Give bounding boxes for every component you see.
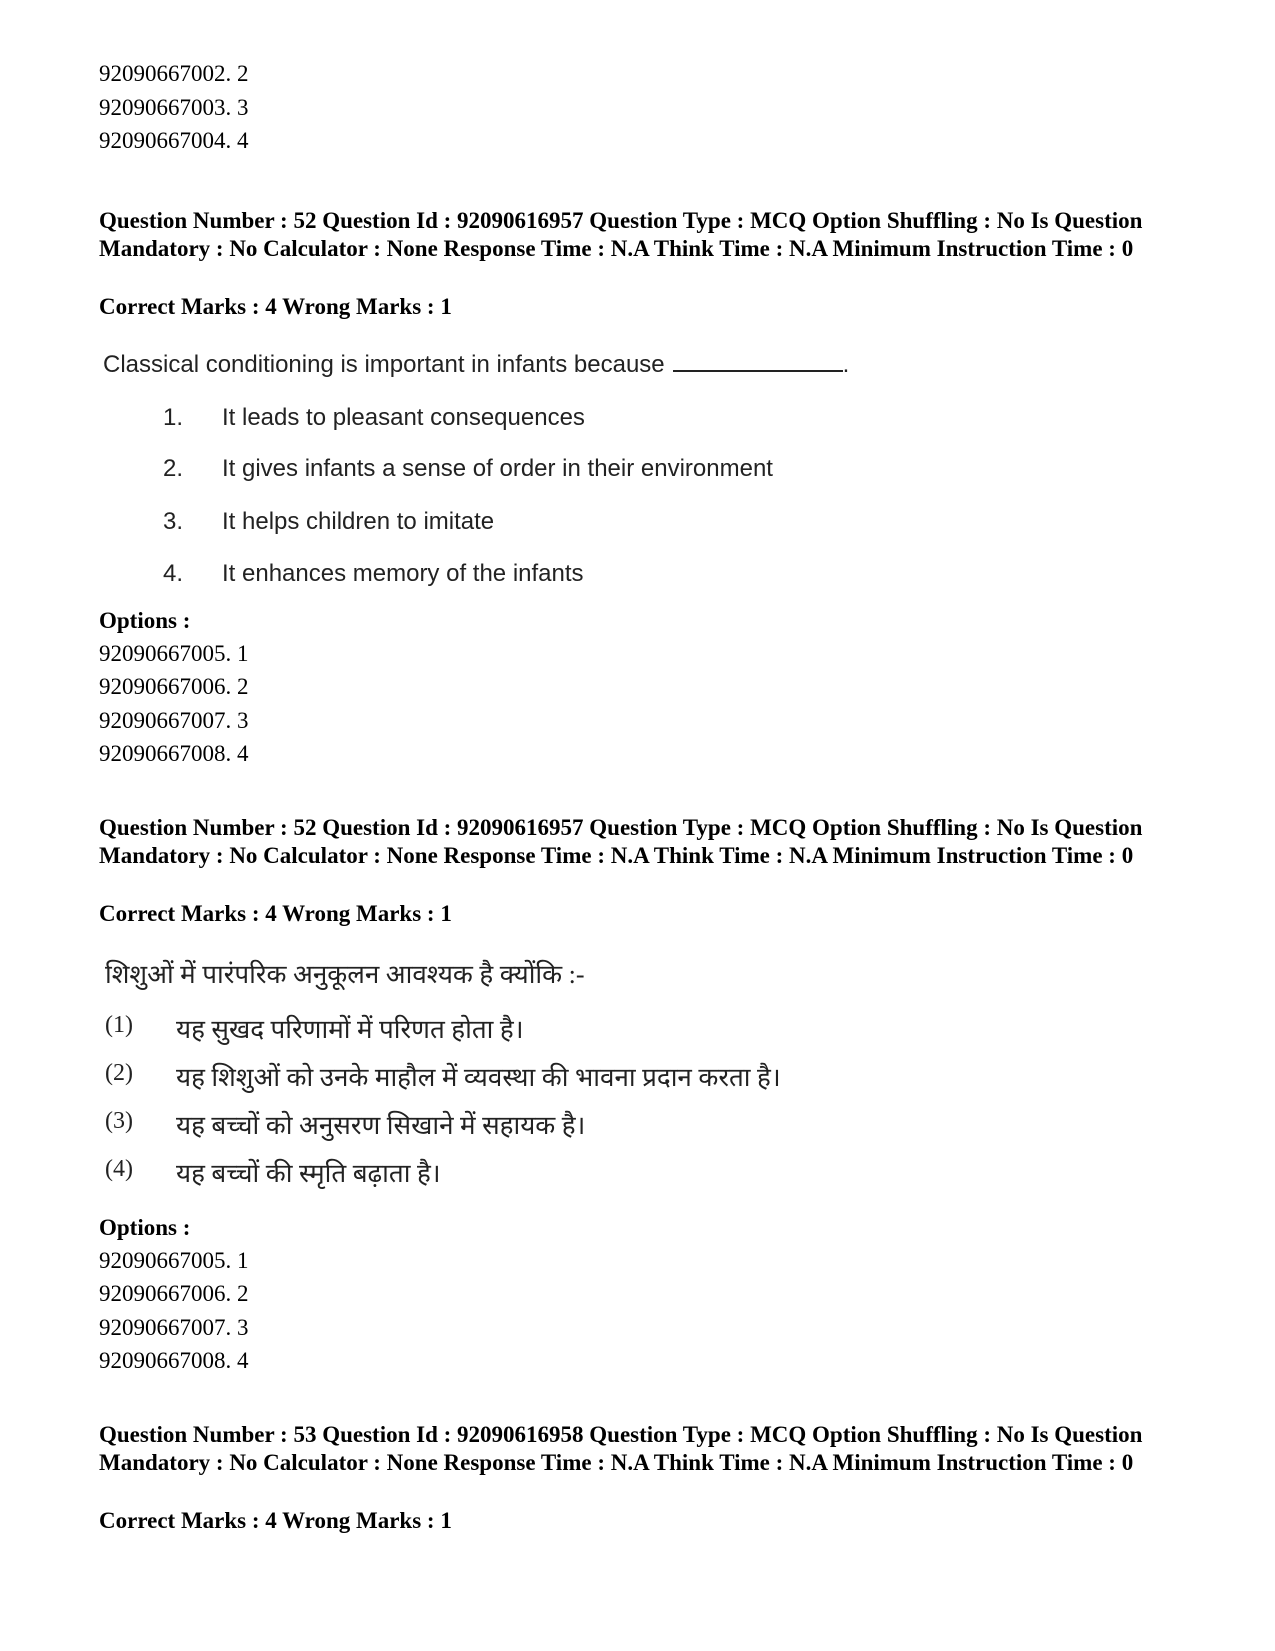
option-line: 92090667004. 4	[99, 128, 249, 153]
choice-text: It leads to pleasant consequences	[222, 404, 585, 431]
choice-text: यह सुखद परिणामों में परिणत होता है।	[176, 1015, 524, 1044]
choice-number: (3)	[105, 1108, 133, 1134]
question-header: Question Number : 53 Question Id : 92090616958 Question Type : MCQ Option Shuffling : No Is Question Mandatory : No Calculator : None Response Time : N.A Think Time : N.A Minimum Instruction Time : 0	[99, 1422, 1143, 1475]
choice-text: It enhances memory of the infants	[222, 560, 584, 587]
question-text: शिशुओं में पारंपरिक अनुकूलन आवश्यक है क्योंकि :-	[105, 960, 585, 989]
choice-text: यह बच्चों को अनुसरण सिखाने में सहायक है।	[176, 1111, 586, 1140]
choice-text: It gives infants a sense of order in their environment	[222, 455, 773, 482]
option-line: 92090667005. 1	[99, 641, 249, 666]
choice-text: यह शिशुओं को उनके माहौल में व्यवस्था की भावना प्रदान करता है।	[176, 1063, 781, 1092]
choice-text: It helps children to imitate	[222, 508, 495, 535]
option-line: 92090667003. 3	[99, 95, 249, 120]
option-line: 92090667006. 2	[99, 674, 249, 699]
marks-line: Correct Marks : 4 Wrong Marks : 1	[99, 1508, 452, 1533]
option-line: 92090667006. 2	[99, 1281, 249, 1306]
option-line: 92090667007. 3	[99, 708, 249, 733]
options-label: Options :	[99, 608, 191, 633]
question-header: Question Number : 52 Question Id : 92090616957 Question Type : MCQ Option Shuffling : No Is Question Mandatory : No Calculator : None Response Time : N.A Think Time : N.A Minimum Instruction Time : 0	[99, 208, 1143, 261]
choice-number: (1)	[105, 1012, 133, 1038]
choice-number: 2.	[163, 455, 184, 482]
option-line: 92090667008. 4	[99, 1348, 249, 1373]
marks-line: Correct Marks : 4 Wrong Marks : 1	[99, 294, 452, 319]
marks-line: Correct Marks : 4 Wrong Marks : 1	[99, 901, 452, 926]
option-line: 92090667002. 2	[99, 61, 249, 86]
choice-number: 1.	[163, 404, 184, 431]
option-line: 92090667008. 4	[99, 741, 249, 766]
option-line: 92090667005. 1	[99, 1248, 249, 1273]
answer-blank	[673, 350, 843, 372]
options-label: Options :	[99, 1215, 191, 1240]
question-text	[103, 350, 849, 379]
question-end: .	[842, 351, 850, 378]
choice-number: 4.	[163, 560, 184, 587]
question-stem: Classical conditioning is important in infants because	[103, 351, 665, 378]
choice-number: (2)	[105, 1060, 133, 1086]
question-header: Question Number : 52 Question Id : 92090616957 Question Type : MCQ Option Shuffling : No Is Question Mandatory : No Calculator : None Response Time : N.A Think Time : N.A Minimum Instruction Time : 0	[99, 815, 1143, 868]
choice-text: यह बच्चों की स्मृति बढ़ाता है।	[176, 1159, 441, 1188]
choice-number: 3.	[163, 508, 184, 535]
option-line: 92090667007. 3	[99, 1315, 249, 1340]
choice-number: (4)	[105, 1156, 133, 1182]
